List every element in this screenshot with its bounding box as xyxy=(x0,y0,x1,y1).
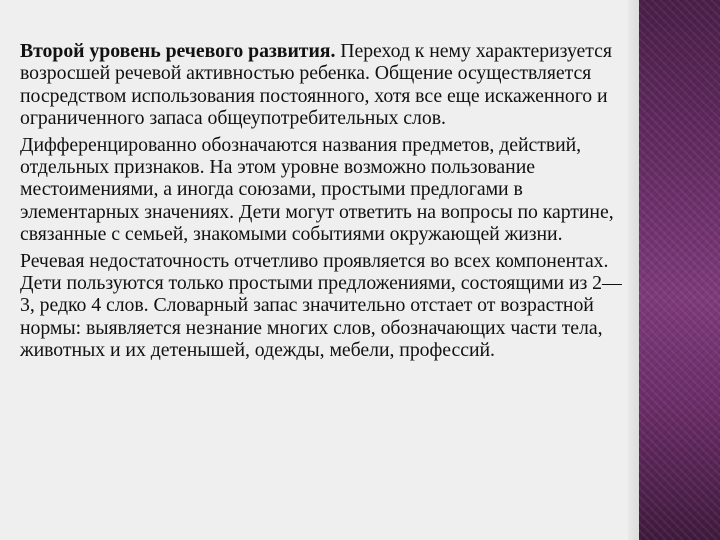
slide-text xyxy=(20,40,632,366)
paragraph-1-lead: Второй уровень речевого развития. xyxy=(20,40,336,62)
paragraph-2-text: Дифференцированно обозначаются названия предметов, действий, отдельных признаков. На этом уровне возможно пользование местоимениями, а иногда союзами, простыми предлогами в элементарных значениях. Дети могут ответить на вопросы по картине, связанные с семьей, знакомыми событиями окружающей жизни. xyxy=(20,133,614,246)
paragraph-2 xyxy=(20,134,632,246)
paragraph-1 xyxy=(20,40,632,130)
paragraph-3-text: Речевая недостаточность отчетливо проявляется во всех компонентах. Дети пользуются только простыми предложениями, состоящими из 2—3, редко 4 слов. Словарный запас значительно отстает от возрастной нормы: выявляется незнание многих слов, обозначающих части тела, животных и их детенышей, одежды, мебели, профессий. xyxy=(20,249,622,362)
paragraph-1-text: Переход к нему характеризуется возросшей речевой активностью ребенка. Общение осуществляется посредством использования постоянного, хотя все еще искаженного и ограниченного запаса общеупотребительных слов. xyxy=(20,40,612,130)
decorative-sidebar xyxy=(639,0,720,540)
paragraph-3 xyxy=(20,250,632,362)
